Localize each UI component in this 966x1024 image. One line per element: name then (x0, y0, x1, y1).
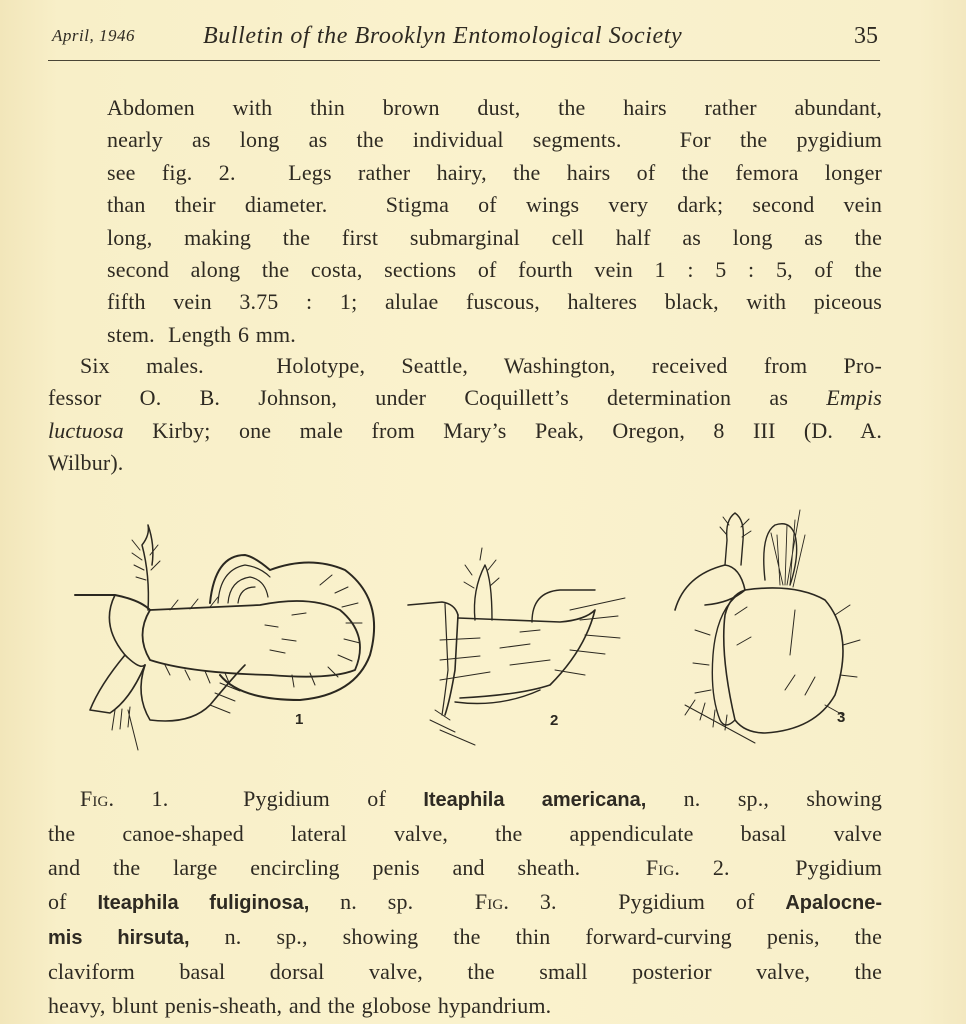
issue-date: April, 1946 (52, 26, 135, 45)
caption-line (48, 885, 882, 920)
text-run: Kirby; one male from Mary’s Peak, Oregon, 8 III (D. A. (123, 417, 882, 443)
text-line (48, 382, 882, 414)
caption-line: the canoe-shaped lateral valve, the appendiculate basal valve (48, 821, 882, 846)
figure-3-drawing (665, 505, 865, 755)
header-rule (48, 60, 880, 61)
species-name: mis hirsuta, (48, 927, 190, 949)
text-run: Pygidium of (168, 786, 424, 811)
text-line: nearly as long as the individual segments. For the pygidium (107, 127, 882, 153)
figure-number-2: 2 (550, 712, 559, 729)
text-line: second along the costa, sections of fourth vein 1 : 5 : 5, of the (107, 257, 882, 283)
text-line: see fig. 2. Legs rather hairy, the hairs of the femora longer (107, 159, 882, 185)
text-run: Pygidium of (556, 889, 786, 914)
description-paragraph (107, 92, 882, 351)
text-line: fifth vein 3.75 : 1; alulae fuscous, halteres black, with piceous (107, 289, 882, 315)
text-line: Wilbur). (48, 450, 124, 476)
text-run: n. sp. (309, 889, 475, 914)
caption-line: heavy, blunt penis-sheath, and the globose hypandrium. (48, 993, 552, 1018)
genus-name: Apalocne- (785, 892, 882, 914)
figure-1-illustration (70, 515, 380, 755)
text-line: Six males. Holotype, Seattle, Washington, received from Pro- (80, 353, 882, 378)
text-line (48, 415, 882, 447)
text-run: Pygidium (729, 855, 882, 880)
caption-line: claviform basal dorsal valve, the small posterior valve, the (48, 959, 882, 984)
text-line: than their diameter. Stigma of wings very dark; second vein (107, 192, 882, 218)
figure-1-drawing (70, 515, 380, 755)
figure-number-3: 3 (837, 709, 846, 726)
species-name: Iteaphila fuliginosa, (97, 892, 310, 914)
figure-3-illustration (665, 505, 865, 755)
figure-2-drawing (400, 520, 630, 750)
material-paragraph (48, 350, 882, 480)
text-line: Abdomen with thin brown dust, the hairs rather abundant, (107, 95, 882, 120)
figure-2-illustration (400, 520, 630, 750)
page-number: 35 (854, 23, 878, 49)
genus-name: Empis (826, 385, 882, 411)
text-line: stem. Length 6 mm. (107, 321, 296, 347)
caption-line (48, 782, 882, 817)
figure-number-1: 1 (295, 711, 304, 728)
species-name: Iteaphila americana, (423, 789, 647, 811)
figure-reference: Fig. 2. (645, 855, 730, 880)
figure-reference: Fig. 3. (474, 889, 557, 914)
figure-reference: Fig. 1. (80, 786, 169, 811)
running-header (48, 20, 880, 60)
figure-caption (48, 782, 882, 1023)
caption-line (48, 851, 882, 885)
text-run: fessor O. B. Johnson, under Coquillett’s determination as (48, 385, 827, 411)
caption-line (48, 920, 882, 955)
text-run: n. sp., showing (646, 786, 883, 811)
journal-title: Bulletin of the Brooklyn Entomological Society (203, 23, 683, 49)
text-run: of (48, 889, 98, 914)
species-name: luctuosa (48, 417, 124, 443)
text-run: and the large encircling penis and sheath. (48, 855, 646, 880)
text-line: long, making the first submarginal cell half as long as the (107, 224, 882, 250)
text-run: n. sp., showing the thin forward-curving penis, the (189, 924, 882, 949)
